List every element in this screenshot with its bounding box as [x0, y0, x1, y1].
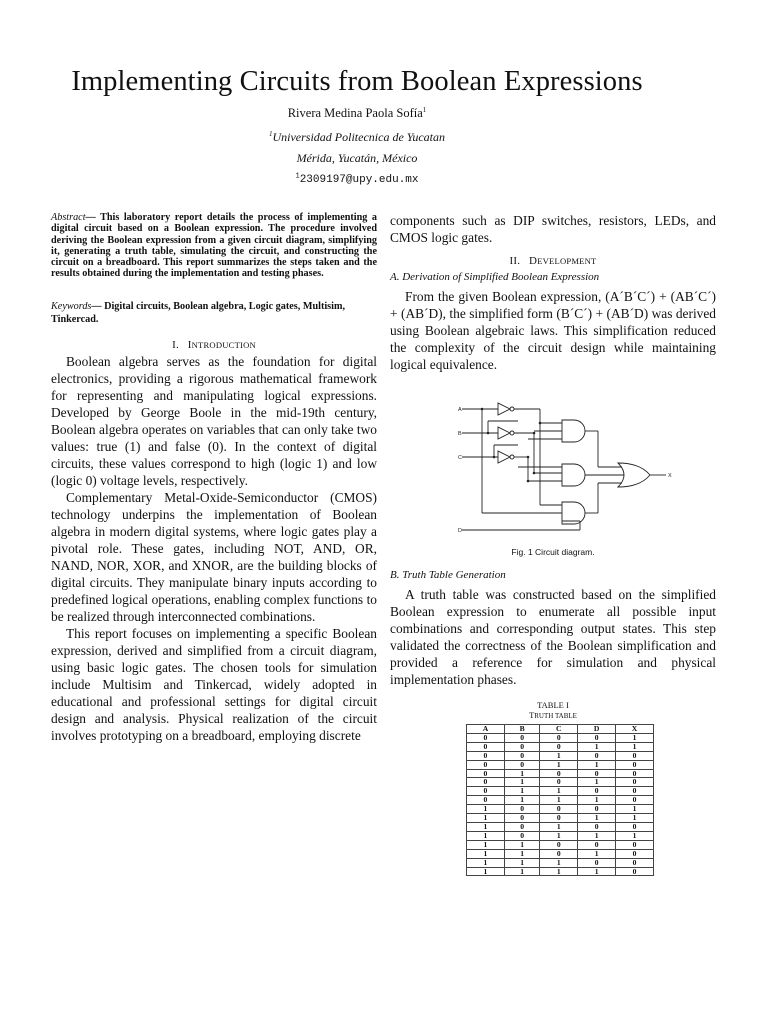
truth-table-cell: 0 [540, 840, 578, 849]
truth-table-cell: 0 [540, 733, 578, 742]
truth-table-cell: 0 [616, 849, 654, 858]
section-rest: NTRODUCTION [191, 339, 256, 350]
truth-table-cell: 0 [616, 769, 654, 778]
paper-title: Implementing Circuits from Boolean Expressions [71, 66, 643, 97]
truth-table-cell: 0 [578, 787, 616, 796]
diagram-label-b: B [458, 431, 462, 437]
truth-table-cell: 1 [540, 858, 578, 867]
table-subtitle [390, 710, 716, 720]
truth-table-cell: 0 [540, 805, 578, 814]
table-row [467, 733, 654, 742]
truth-table-cell: 1 [504, 840, 540, 849]
section-numeral: II. [509, 255, 521, 267]
figure-caption: Fig. 1 Circuit diagram. [511, 547, 595, 557]
table-row [467, 751, 654, 760]
diagram-label-a: A [458, 407, 462, 413]
email: 2309197@upy.edu.mx [299, 174, 419, 186]
truth-table-cell: 1 [540, 822, 578, 831]
table-row [467, 849, 654, 858]
truth-table-cell: 0 [616, 760, 654, 769]
email-superscript: 1 [295, 172, 300, 181]
intro-paragraph-3: This report focuses on implementing a specific Boolean expression, derived and simplified from a circuit diagram, using basic logic gates. The chosen tools for simulation include Multisim and Tinkercad, widely adopted in educational and professional settings for digital circuit design and analysis. Physical realization of the circuit involves prototyping on a breadboard, employing discrete [51, 625, 377, 743]
truth-table-cell: 1 [578, 760, 616, 769]
truth-table-cell: 0 [467, 751, 505, 760]
truth-table-cell: 1 [540, 751, 578, 760]
truth-table-cell: 0 [504, 822, 540, 831]
email-line [0, 174, 714, 186]
truth-table-cell: 1 [578, 796, 616, 805]
truth-table-cell: 1 [540, 760, 578, 769]
truth-table-cell: 0 [467, 769, 505, 778]
truth-table-cell: 1 [467, 849, 505, 858]
author-line [0, 106, 714, 121]
truth-table-cell: 0 [540, 814, 578, 823]
truth-table-cell: 0 [578, 805, 616, 814]
truth-table-cell: 0 [504, 742, 540, 751]
truth-table-cell: 1 [504, 858, 540, 867]
truth-table [466, 724, 654, 876]
affiliation: Universidad Politecnica de Yucatan [272, 130, 446, 144]
truth-table-cell: 0 [616, 778, 654, 787]
abstract [51, 212, 377, 280]
location: Mérida, Yucatán, México [296, 151, 418, 165]
truth-table-cell: 1 [540, 867, 578, 876]
truth-table-cell: 0 [578, 733, 616, 742]
truth-table-cell: 0 [578, 840, 616, 849]
truth-table-cell: 0 [540, 778, 578, 787]
truth-table-header-cell: B [504, 725, 540, 734]
table-row [467, 760, 654, 769]
intro-paragraph-2: Complementary Metal-Oxide-Semiconductor (CMOS) technology underpins the implementation of Boolean algebra in modern digital systems, where logic gates play a pivotal role. These gates, including NOT, AND, OR, NAND, NOR, XOR, and XNOR, are the building blocks of digital circuits. They manipulate binary inputs according to predefined logical operations, enabling complex functions to be realized through interconnected combinations. [51, 489, 377, 624]
table-subtitle-first: T [529, 710, 535, 720]
truth-table-cell: 0 [467, 733, 505, 742]
author-superscript: 1 [422, 105, 427, 114]
truth-table-cell: 0 [504, 751, 540, 760]
truth-table-cell: 0 [616, 822, 654, 831]
affiliation-line [0, 130, 714, 145]
abstract-label: Abstract [51, 212, 86, 223]
circuit-diagram [390, 393, 716, 545]
truth-table-cell: 1 [540, 796, 578, 805]
truth-table-cell: 1 [467, 831, 505, 840]
truth-table-cell: 0 [467, 760, 505, 769]
truth-table-cell: 0 [540, 769, 578, 778]
truth-table-cell: 1 [504, 867, 540, 876]
truth-table-cell: 0 [578, 751, 616, 760]
truth-table-cell: 0 [467, 778, 505, 787]
truth-table-header-cell: A [467, 725, 505, 734]
truth-table-cell: 0 [616, 858, 654, 867]
truth-table-cell: 1 [467, 858, 505, 867]
affiliation-superscript: 1 [268, 130, 273, 138]
truth-table-cell: 1 [504, 769, 540, 778]
subsection-a-heading: A. Derivation of Simplified Boolean Expression [390, 271, 600, 283]
truth-table-cell: 1 [540, 831, 578, 840]
truth-table-cell: 1 [504, 796, 540, 805]
truth-table-cell: 1 [504, 778, 540, 787]
truth-table-cell: 1 [578, 867, 616, 876]
truth-table-cell: 0 [467, 742, 505, 751]
truth-table-cell: 0 [504, 814, 540, 823]
truth-table-cell: 1 [467, 840, 505, 849]
truth-table-cell: 1 [578, 814, 616, 823]
truth-table-cell: 1 [616, 814, 654, 823]
abstract-dash: — [85, 212, 101, 223]
truth-table-cell: 0 [504, 831, 540, 840]
truth-table-header-cell: D [578, 725, 616, 734]
truth-table-header-cell: X [616, 725, 654, 734]
truth-table-cell: 0 [616, 751, 654, 760]
truth-table-cell: 1 [616, 742, 654, 751]
truth-table-cell: 0 [578, 858, 616, 867]
table-title: TABLE I [537, 700, 569, 710]
section-first-letter: I [187, 338, 192, 351]
section-first-letter: D [529, 255, 538, 267]
keywords-dash: — [91, 300, 105, 312]
truth-table-cell: 0 [616, 840, 654, 849]
truth-table-cell: 1 [467, 867, 505, 876]
truth-table-cell: 1 [616, 805, 654, 814]
diagram-label-c: C [458, 455, 462, 461]
truth-table-cell: 1 [467, 805, 505, 814]
table-row [467, 867, 654, 876]
truth-table-cell: 0 [578, 769, 616, 778]
truth-table-cell: 1 [578, 742, 616, 751]
left-column [51, 212, 377, 744]
truth-table-cell: 0 [504, 805, 540, 814]
intro-paragraph-1: Boolean algebra serves as the foundation for digital electronics, providing a rigorous mathematical framework for representing and manipulating logical expressions. Developed by George Boole in the mid-19th century, Boolean algebra operates on variables that can only take two values: true (1) and false (0). In the context of digital circuits, these values correspond to high (logic 1) and low (logic 0) voltage levels, respectively. [51, 353, 377, 488]
section-rest: EVELOPMENT [537, 256, 597, 266]
truth-table-cell: 1 [616, 733, 654, 742]
diagram-label-d: D [458, 528, 462, 534]
abstract-text: This laboratory report details the process of implementing a digital circuit based on a Boolean expression. The procedure involved deriving the Boolean expression from a given circuit diagram, simplifying it, generating a truth table, simulating the circuit, and constructing the circuit on a breadboard. This report summarizes the steps taken and the results obtained during the implementation and testing phases. [51, 212, 377, 280]
truth-table-cell: 0 [578, 822, 616, 831]
truth-table-cell: 0 [504, 733, 540, 742]
keywords-text: Digital circuits, Boolean algebra, Logic gates, Multisim, Tinkercad. [51, 300, 346, 325]
truth-table-header-cell: C [540, 725, 578, 734]
truth-table-cell: 0 [616, 796, 654, 805]
circuit-diagram-figure [390, 393, 716, 545]
subsection-b-heading: B. Truth Table Generation [390, 569, 506, 581]
table-subtitle-rest: RUTH TABLE [534, 712, 577, 720]
keywords-label: Keywords [51, 300, 92, 312]
keywords [51, 300, 377, 326]
section-heading-introduction [51, 339, 377, 351]
truth-table-cell: 1 [504, 787, 540, 796]
truth-table-cell: 0 [616, 867, 654, 876]
truth-table-cell: 0 [467, 796, 505, 805]
table-row [467, 840, 654, 849]
diagram-label-x: X [668, 473, 672, 479]
truth-table-cell: 0 [616, 787, 654, 796]
truth-table-cell: 0 [467, 787, 505, 796]
section-numeral: I. [172, 338, 179, 351]
truth-table-cell: 0 [540, 742, 578, 751]
truth-table-cell: 1 [540, 787, 578, 796]
section-heading-development [390, 255, 716, 267]
truth-table-cell: 1 [467, 822, 505, 831]
continued-paragraph: components such as DIP switches, resistors, LEDs, and CMOS logic gates. [390, 213, 716, 245]
truth-table-cell: 1 [578, 849, 616, 858]
truth-table-cell: 1 [504, 849, 540, 858]
subsection-a-paragraph: From the given Boolean expression, (A´B´C´) + (AB´C´) + (AB´D), the simplified form (B´C´) + (AB´D) was derived using Boolean algebraic laws. This simplification reduced the complexity of the circuit design while maintaining logical equivalence. [390, 289, 716, 372]
table-row [467, 858, 654, 867]
subsection-b-paragraph: A truth table was constructed based on the simplified Boolean expression to enumerate all possible input combinations and corresponding output states. This step validated the correctness of the Boolean simplification and provided a reference for simulation and physical implementation phases. [390, 587, 716, 687]
table-row [467, 742, 654, 751]
truth-table-cell: 1 [467, 814, 505, 823]
truth-table-body [467, 733, 654, 876]
truth-table-cell: 1 [616, 831, 654, 840]
table-row [467, 831, 654, 840]
truth-table-cell: 0 [540, 849, 578, 858]
truth-table-cell: 1 [578, 778, 616, 787]
right-column [390, 212, 716, 876]
truth-table-cell: 0 [504, 760, 540, 769]
author-name: Rivera Medina Paola Sofía [287, 106, 423, 120]
truth-table-cell: 1 [578, 831, 616, 840]
